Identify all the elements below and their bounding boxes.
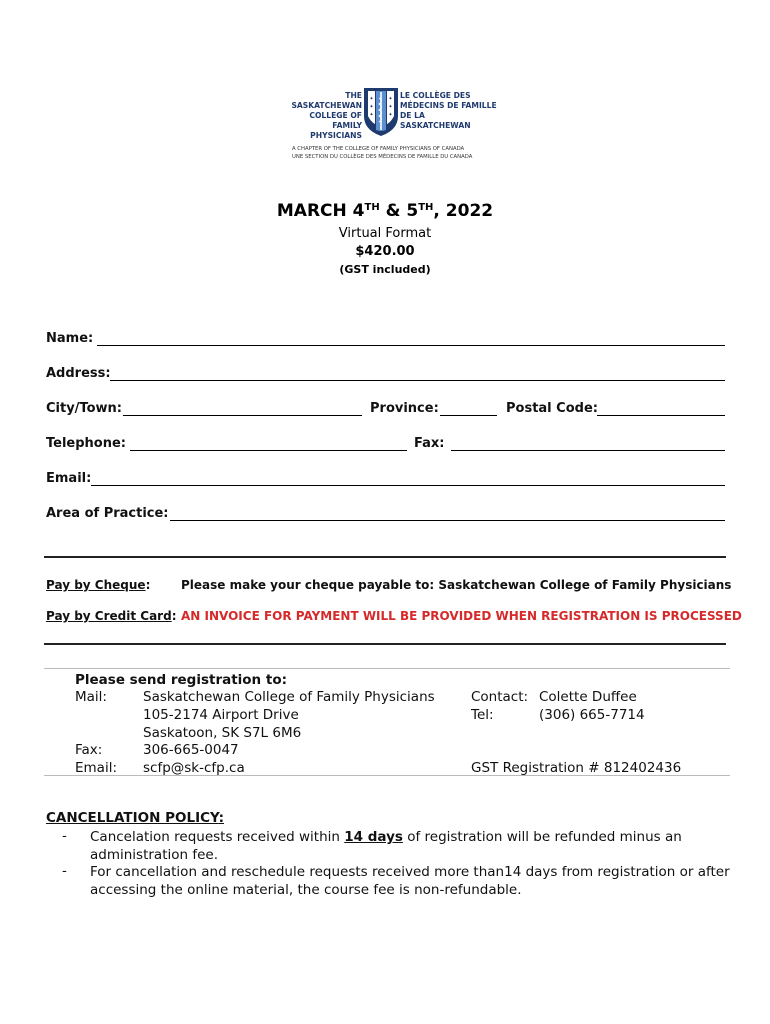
- logo-french-name: LE COLLÈGE DES MÉDECINS DE FAMILLE DE LA SASKATCHEWAN: [400, 91, 497, 131]
- send-fax-label: Fax:: [75, 742, 103, 758]
- cancellation-item-1: Cancelation requests received within 14 days of registration will be refunded minus an administration fee.: [90, 829, 682, 863]
- section-divider: [44, 556, 726, 558]
- svg-text:✦: ✦: [369, 112, 374, 118]
- divider-line: [44, 668, 730, 669]
- gst-registration: GST Registration # 812402436: [471, 760, 682, 776]
- send-registration-title: Please send registration to:: [75, 672, 287, 688]
- event-format: Virtual Format: [338, 226, 432, 241]
- send-email-value[interactable]: scfp@sk-cfp.ca: [143, 760, 245, 776]
- shield-crest-icon: [362, 86, 400, 138]
- mail-label: Mail:: [75, 689, 107, 705]
- college-logo: [282, 86, 498, 168]
- bullet-dash: -: [62, 863, 67, 879]
- event-date: MARCH 4TH & 5TH, 2022: [276, 201, 494, 221]
- tel-value: (306) 665-7714: [539, 707, 645, 723]
- postal-code-field[interactable]: [597, 415, 725, 416]
- credit-card-notice: AN INVOICE FOR PAYMENT WILL BE PROVIDED WHEN REGISTRATION IS PROCESSED: [181, 609, 742, 623]
- cancellation-policy-title: CANCELLATION POLICY:: [46, 810, 225, 826]
- province-label: Province:: [370, 401, 439, 416]
- event-price: $420.00: [355, 244, 415, 259]
- fax-label: Fax:: [414, 436, 445, 451]
- contact-name: Colette Duffee: [539, 689, 637, 705]
- area-of-practice-label: Area of Practice:: [46, 506, 169, 521]
- city-field[interactable]: [123, 415, 362, 416]
- city-label: City/Town:: [46, 401, 122, 416]
- svg-text:✦: ✦: [369, 96, 374, 102]
- province-field[interactable]: [440, 415, 497, 416]
- name-field[interactable]: [97, 345, 725, 346]
- svg-text:✦: ✦: [388, 112, 393, 118]
- tel-label: Tel:: [471, 707, 494, 723]
- fax-field[interactable]: [451, 450, 725, 451]
- address-field[interactable]: [110, 380, 725, 381]
- logo-english-name: THE SASKATCHEWAN COLLEGE OF FAMILY PHYSICIANS: [291, 91, 362, 141]
- email-field[interactable]: [91, 485, 725, 486]
- cancellation-item-2: For cancellation and reschedule requests received more than14 days from registration or after accessing the online material, the course fee is non-refundable.: [90, 864, 730, 898]
- bullet-dash: -: [62, 828, 67, 844]
- email-label: Email:: [46, 471, 92, 486]
- cheque-instructions: Please make your cheque payable to: Saskatchewan College of Family Physicians: [181, 578, 732, 592]
- send-fax-value: 306-665-0047: [143, 742, 239, 758]
- telephone-field[interactable]: [130, 450, 407, 451]
- postal-code-label: Postal Code:: [506, 401, 598, 416]
- divider-line: [44, 775, 730, 776]
- gst-note: (GST included): [339, 263, 431, 276]
- telephone-label: Telephone:: [46, 436, 126, 451]
- pay-by-cheque-label: Pay by Cheque:: [46, 578, 151, 592]
- contact-label: Contact:: [471, 689, 529, 705]
- address-label: Address:: [46, 366, 111, 381]
- svg-text:✦: ✦: [388, 104, 393, 110]
- svg-text:✦: ✦: [369, 104, 374, 110]
- section-divider: [44, 643, 726, 645]
- send-email-label: Email:: [75, 760, 118, 776]
- logo-subtitle: A CHAPTER OF THE COLLEGE OF FAMILY PHYSICIANS OF CANADA UNE SECTION DU COLLÈGE DES MÉDECINS DE FAMILLE DU CANADA: [292, 146, 473, 160]
- pay-by-credit-card-label: Pay by Credit Card:: [46, 609, 177, 623]
- mailing-address: Saskatchewan College of Family Physicians 105-2174 Airport Drive Saskatoon, SK S7L 6M6: [143, 689, 435, 741]
- name-label: Name:: [46, 331, 94, 346]
- svg-text:✦: ✦: [388, 96, 393, 102]
- area-of-practice-field[interactable]: [170, 520, 725, 521]
